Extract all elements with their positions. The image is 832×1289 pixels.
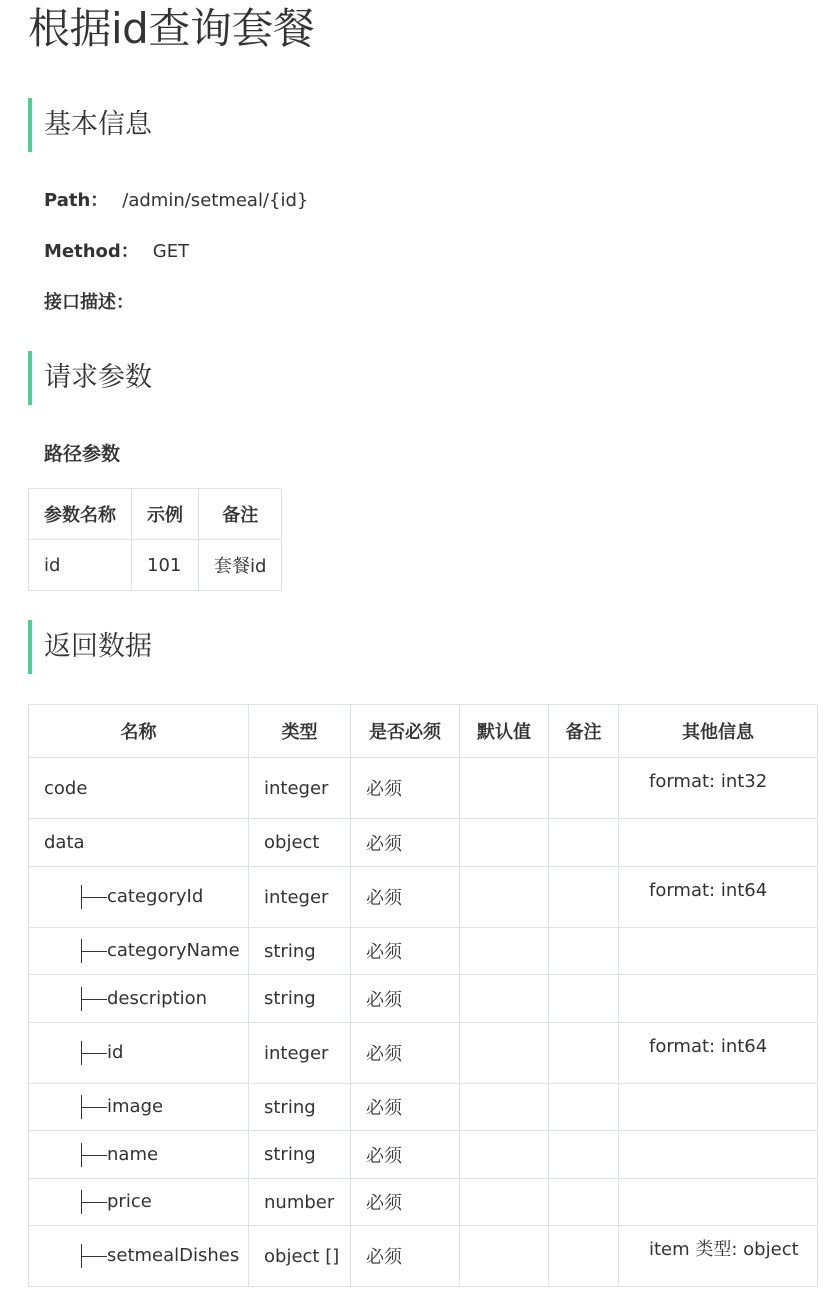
field-name: price xyxy=(107,1191,152,1212)
field-name: description xyxy=(107,987,208,1009)
path-value: /admin/setmeal/{id} xyxy=(122,190,309,211)
table-cell: 套餐id xyxy=(199,540,282,591)
path-params-heading: 路径参数 xyxy=(44,443,121,465)
field-type: string xyxy=(249,975,351,1023)
field-name: image xyxy=(107,1096,164,1117)
tree-branch-icon xyxy=(79,987,107,1011)
tree-branch-icon xyxy=(79,1244,107,1268)
field-info xyxy=(619,928,818,975)
field-note xyxy=(549,1084,619,1131)
table-cell: 101 xyxy=(132,540,199,591)
field-type: string xyxy=(249,1131,351,1179)
field-info: format: int32 xyxy=(619,758,818,819)
table-header-row xyxy=(29,705,818,758)
field-required: 必须 xyxy=(351,819,460,867)
field-note xyxy=(549,758,619,819)
field-name: setmealDishes xyxy=(107,1245,240,1266)
field-name: id xyxy=(107,1042,124,1063)
field-info xyxy=(619,1084,818,1131)
field-name: name xyxy=(107,1143,159,1165)
column-header: 备注 xyxy=(199,489,282,540)
column-header: 名称 xyxy=(29,705,249,758)
section-heading-response-data: 返回数据 xyxy=(28,620,152,674)
field-note xyxy=(549,1023,619,1084)
page-title: 根据id查询套餐 xyxy=(28,4,315,53)
field-default xyxy=(460,758,549,819)
field-info: item 类型: object xyxy=(619,1226,818,1287)
column-header: 默认值 xyxy=(460,705,549,758)
table-row xyxy=(29,1023,818,1084)
table-row xyxy=(29,1084,818,1131)
field-required: 必须 xyxy=(351,975,460,1023)
field-type: object xyxy=(249,819,351,867)
tree-branch-icon xyxy=(79,885,107,909)
field-info xyxy=(619,975,818,1023)
description-line xyxy=(44,290,134,316)
column-header: 是否必须 xyxy=(351,705,460,758)
table-row xyxy=(29,1226,818,1287)
tree-branch-icon xyxy=(79,939,107,963)
field-default xyxy=(460,1131,549,1179)
tree-branch-icon xyxy=(79,1041,107,1065)
field-name-cell xyxy=(29,1226,249,1287)
field-type: integer xyxy=(249,867,351,928)
field-info xyxy=(619,819,818,867)
table-row xyxy=(29,1131,818,1179)
method-value: GET xyxy=(152,241,190,262)
section-heading-basic-info: 基本信息 xyxy=(28,98,152,152)
tree-branch-icon xyxy=(79,1095,107,1119)
field-default xyxy=(460,928,549,975)
table-cell: id xyxy=(29,540,132,591)
field-note xyxy=(549,975,619,1023)
tree-branch-icon xyxy=(79,1190,107,1214)
table-row xyxy=(29,975,818,1023)
field-name: categoryName xyxy=(107,940,240,961)
response-table xyxy=(28,704,818,1287)
field-name-cell xyxy=(29,975,249,1023)
field-type: string xyxy=(249,1084,351,1131)
field-type: integer xyxy=(249,758,351,819)
field-note xyxy=(549,867,619,928)
table-row xyxy=(29,819,818,867)
field-note xyxy=(549,1226,619,1287)
field-required: 必须 xyxy=(351,1084,460,1131)
field-default xyxy=(460,1179,549,1226)
field-note xyxy=(549,1179,619,1226)
field-default xyxy=(460,975,549,1023)
field-type: object [] xyxy=(249,1226,351,1287)
table-row xyxy=(29,867,818,928)
field-info: format: int64 xyxy=(619,867,818,928)
description-label: 接口描述： xyxy=(44,292,134,313)
method-label: Method： xyxy=(44,241,139,262)
field-required: 必须 xyxy=(351,1226,460,1287)
field-default xyxy=(460,1226,549,1287)
field-note xyxy=(549,1131,619,1179)
table-row xyxy=(29,758,818,819)
field-note xyxy=(549,928,619,975)
column-header: 备注 xyxy=(549,705,619,758)
field-name-cell xyxy=(29,1084,249,1131)
tree-branch-icon xyxy=(79,1143,107,1167)
field-default xyxy=(460,867,549,928)
field-name: data xyxy=(29,819,249,867)
table-header-row xyxy=(29,489,282,540)
path-label: Path： xyxy=(44,190,109,211)
field-name-cell xyxy=(29,1179,249,1226)
column-header: 其他信息 xyxy=(619,705,818,758)
table-row xyxy=(29,928,818,975)
field-default xyxy=(460,819,549,867)
field-default xyxy=(460,1023,549,1084)
table-row xyxy=(29,540,282,591)
field-required: 必须 xyxy=(351,1179,460,1226)
field-note xyxy=(549,819,619,867)
field-required: 必须 xyxy=(351,758,460,819)
path-params-table xyxy=(28,488,282,591)
field-name: code xyxy=(29,758,249,819)
field-name-cell xyxy=(29,1023,249,1084)
field-info xyxy=(619,1179,818,1226)
field-name-cell xyxy=(29,928,249,975)
section-heading-request-params: 请求参数 xyxy=(28,351,152,405)
field-name: categoryId xyxy=(107,886,204,907)
field-required: 必须 xyxy=(351,928,460,975)
field-type: number xyxy=(249,1179,351,1226)
column-header: 参数名称 xyxy=(29,489,132,540)
column-header: 类型 xyxy=(249,705,351,758)
field-info xyxy=(619,1131,818,1179)
field-default xyxy=(460,1084,549,1131)
field-required: 必须 xyxy=(351,1131,460,1179)
path-line xyxy=(44,188,308,214)
field-required: 必须 xyxy=(351,867,460,928)
field-name-cell xyxy=(29,1131,249,1179)
method-line xyxy=(44,239,189,265)
table-row xyxy=(29,1179,818,1226)
field-type: string xyxy=(249,928,351,975)
field-info: format: int64 xyxy=(619,1023,818,1084)
column-header: 示例 xyxy=(132,489,199,540)
field-type: integer xyxy=(249,1023,351,1084)
field-required: 必须 xyxy=(351,1023,460,1084)
field-name-cell xyxy=(29,867,249,928)
